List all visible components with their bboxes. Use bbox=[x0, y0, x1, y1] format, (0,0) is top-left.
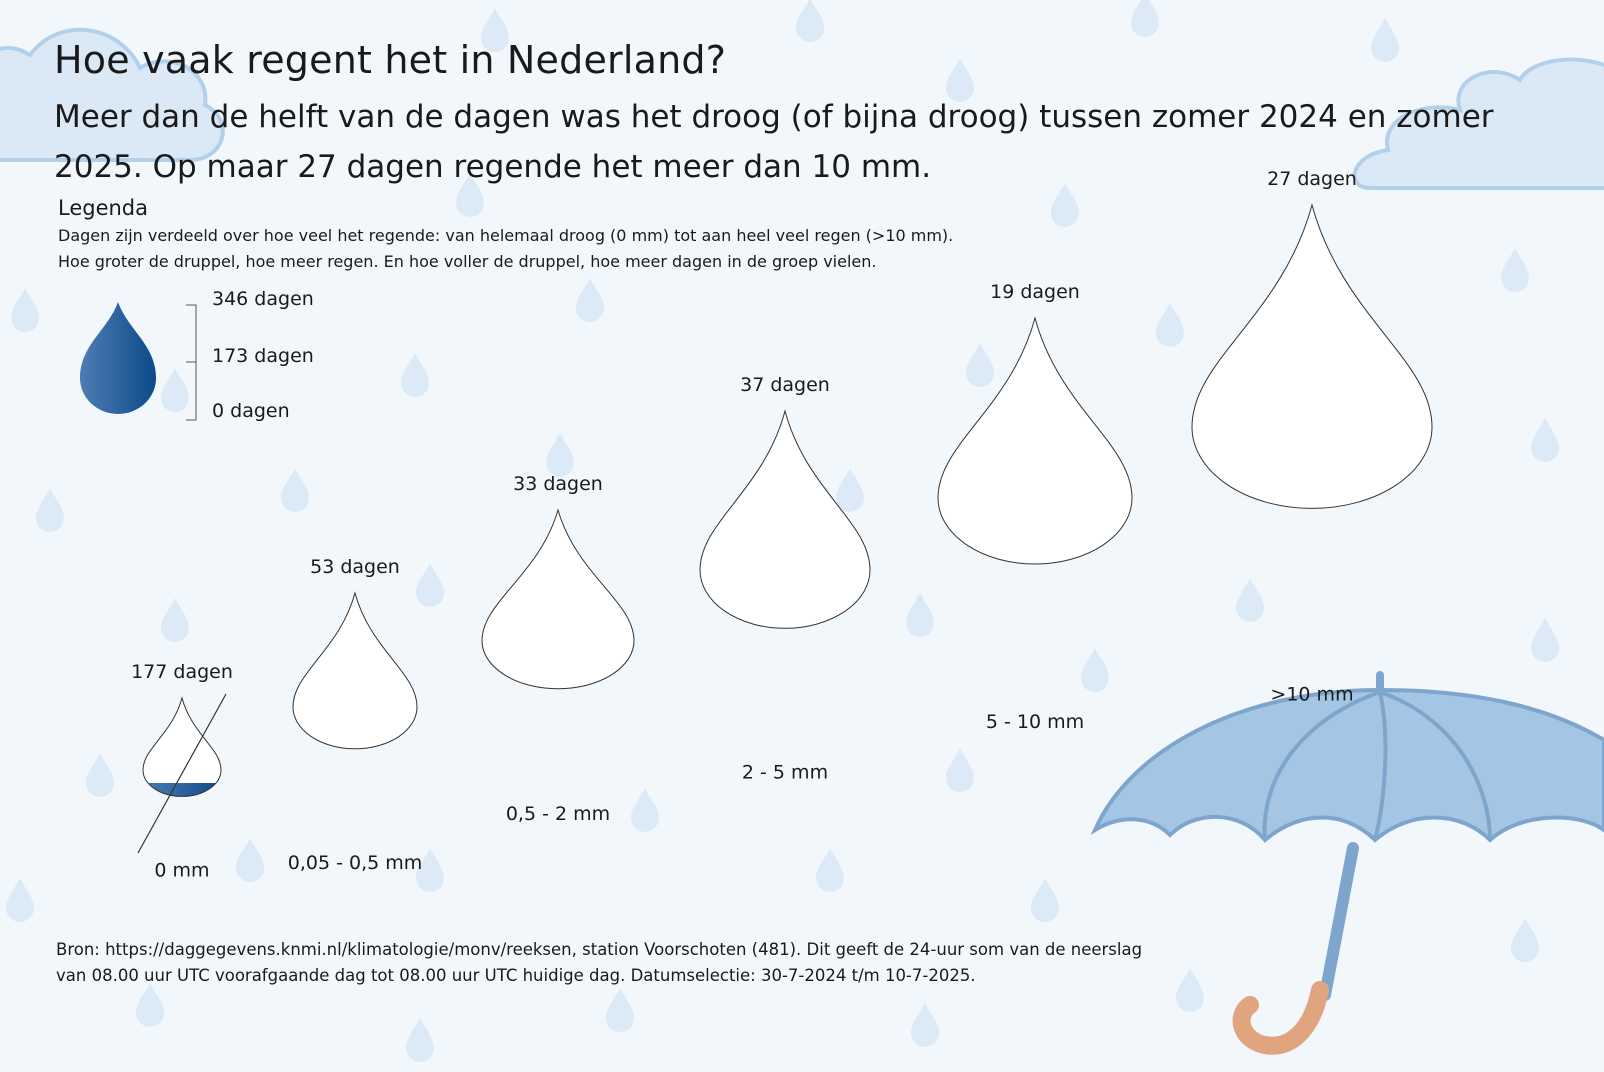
drop-4 bbox=[698, 374, 872, 783]
drop-fill-3 bbox=[480, 755, 636, 780]
category-label-4: 2 - 5 mm bbox=[741, 761, 829, 784]
legend-description-1: Dagen zijn verdeeld over hoe veel het regende: van helemaal droog (0 mm) tot aan heel veel regen (>10 mm). bbox=[58, 226, 954, 245]
category-label-5: 5 - 10 mm bbox=[985, 711, 1085, 733]
drop-outline-5 bbox=[938, 318, 1132, 564]
drop-outline-1 bbox=[143, 698, 221, 796]
value-label-3: 33 dagen bbox=[513, 473, 603, 495]
drop-fill-5 bbox=[936, 668, 1134, 688]
value-label-5: 19 dagen bbox=[990, 281, 1080, 303]
legend-heading: Legenda bbox=[58, 196, 149, 220]
drop-fill-4 bbox=[698, 706, 872, 738]
category-label-2: 0,05 - 0,5 mm bbox=[287, 851, 423, 874]
drop-2 bbox=[288, 556, 423, 874]
source-note-1: Bron: https://daggegevens.knmi.nl/klimatologie/monv/reeksen, station Voorschoten (481). Dit geeft de 24-uur som van de neerslag bbox=[56, 940, 1143, 959]
value-label-6: 27 dagen bbox=[1267, 168, 1357, 190]
value-label-2: 53 dagen bbox=[310, 556, 400, 578]
drop-series bbox=[131, 168, 1434, 881]
source-note-2: van 08.00 uur UTC voorafgaande dag tot 08.00 uur UTC huidige dag. Datumselectie: 30-7-2024 t/m 10-7-2025. bbox=[56, 966, 976, 985]
value-label-4: 37 dagen bbox=[740, 374, 830, 396]
legend-scale-top: 346 dagen bbox=[212, 288, 314, 310]
category-label-6: >10 mm bbox=[1270, 683, 1354, 706]
category-label-3: 0,5 - 2 mm bbox=[505, 802, 611, 825]
drop-outline-2 bbox=[293, 593, 417, 749]
page-subtitle: Meer dan de helft van de dagen was het droog (of bijna droog) tussen zomer 2024 en zomer 2025. Op maar 27 dagen regende het meer dan 10 mm. bbox=[54, 99, 1494, 185]
drop-fill-6 bbox=[1190, 628, 1434, 661]
legend-description-2: Hoe groter de druppel, hoe meer regen. En hoe voller de druppel, hoe meer dagen in de groep vielen. bbox=[58, 252, 877, 271]
drop-3 bbox=[480, 473, 636, 825]
legend-scale-mid: 173 dagen bbox=[212, 345, 314, 367]
category-label-1: 0 mm bbox=[154, 859, 210, 882]
page-title: Hoe vaak regent het in Nederland? bbox=[54, 38, 727, 82]
legend-scale-bracket bbox=[186, 305, 196, 420]
legend-scale-bottom: 0 dagen bbox=[212, 400, 290, 422]
legend-drop bbox=[80, 302, 156, 414]
drop-5 bbox=[936, 281, 1134, 733]
drop-outline-6 bbox=[1192, 205, 1432, 508]
drop-fill-2 bbox=[291, 796, 419, 829]
drop-6 bbox=[1190, 168, 1434, 705]
drop-1 bbox=[131, 661, 233, 881]
drop-outline-4 bbox=[700, 411, 870, 628]
drop-outline-3 bbox=[482, 510, 634, 689]
drop-fill-1 bbox=[141, 783, 223, 848]
value-label-1: 177 dagen bbox=[131, 661, 233, 683]
